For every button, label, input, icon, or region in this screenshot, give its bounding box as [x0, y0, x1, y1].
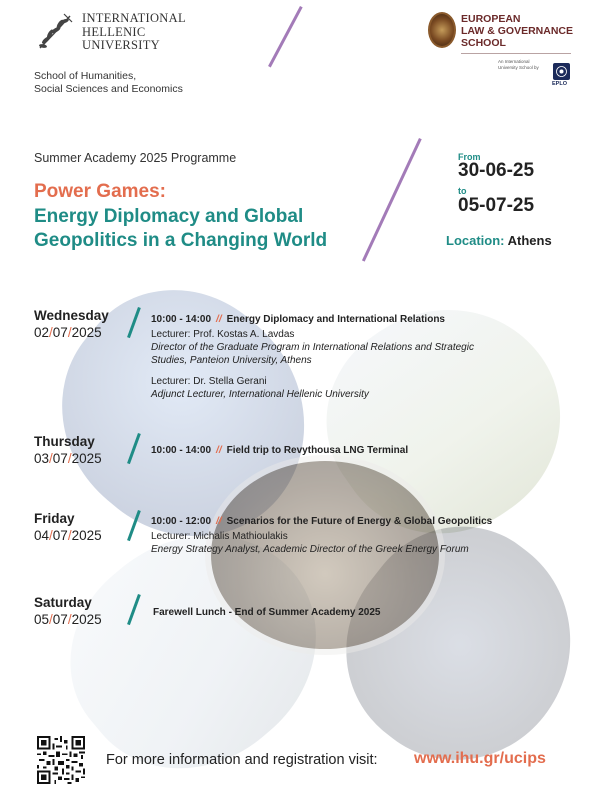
- partner-school-name: [461, 13, 573, 49]
- to-date: 05-07-25: [458, 195, 535, 216]
- lecturer-role: Adjunct Lecturer, International Hellenic University: [151, 389, 369, 400]
- lecturer-role: Director of the Graduate Program in International Relations and Strategic Studies, Panteion University, Athens: [151, 342, 474, 366]
- session-separator: //: [216, 516, 222, 527]
- date-separator: /: [49, 325, 53, 340]
- from-label: From: [458, 152, 481, 162]
- university-name-line: HELLENIC: [82, 24, 146, 39]
- session-saturday: [153, 606, 573, 619]
- session-topic: Energy Diplomacy and International Relations: [226, 314, 445, 325]
- title-line-2: Energy Diplomacy and Global Geopolitics in a Changing World: [34, 206, 328, 251]
- lecturer-name: Lecturer: Michalis Mathioulakis: [151, 531, 288, 542]
- session-header: [151, 515, 571, 528]
- from-date: 30-06-25: [458, 160, 535, 181]
- session-header: [151, 313, 571, 326]
- date-day: 04: [34, 528, 50, 543]
- lecturer-role: Energy Strategy Analyst, Academic Director of the Greek Energy Forum: [151, 544, 469, 555]
- session-time: 10:00 - 14:00: [151, 314, 212, 325]
- lecturer-name: Lecturer: Dr. Stella Gerani: [151, 376, 267, 387]
- location-value: Athens: [507, 233, 552, 248]
- date-separator: /: [49, 528, 53, 543]
- day-name: Friday: [34, 511, 75, 526]
- location: [446, 233, 552, 248]
- date-year: 2025: [71, 528, 102, 543]
- session-friday: [151, 515, 571, 556]
- ihu-olive-branch-icon: [34, 10, 78, 54]
- partner-rule: [461, 53, 571, 54]
- session-thursday: [151, 444, 571, 457]
- day-label-friday: [34, 510, 102, 544]
- school-name-line: Social Sciences and Economics: [34, 83, 183, 95]
- to-label: to: [458, 186, 467, 196]
- day-name: Saturday: [34, 595, 92, 610]
- date-month: 07: [52, 612, 68, 627]
- lecturer-name: Lecturer: Prof. Kostas A. Lavdas: [151, 329, 295, 340]
- school-name-line: School of Humanities,: [34, 70, 137, 82]
- session-separator: //: [216, 314, 222, 325]
- date-separator: /: [67, 612, 72, 627]
- session-header: [151, 444, 571, 457]
- session-topic: Scenarios for the Future of Energy & Global Geopolitics: [226, 516, 493, 527]
- date-separator: /: [49, 451, 53, 466]
- session-separator: //: [216, 445, 222, 456]
- day-label-saturday: [34, 594, 102, 628]
- session-topic: Farewell Lunch - End of Summer Academy 2025: [153, 607, 381, 618]
- qr-code-icon[interactable]: [37, 736, 85, 784]
- session-time: 10:00 - 12:00: [151, 516, 212, 527]
- date-month: 07: [52, 528, 68, 543]
- day-name: Wednesday: [34, 308, 109, 323]
- day-date: [34, 527, 102, 544]
- date-year: 2025: [71, 451, 102, 466]
- date-year: 2025: [71, 612, 102, 627]
- university-name-line: INTERNATIONAL: [82, 11, 186, 25]
- date-day: 03: [34, 451, 50, 466]
- footer-info-text: For more information and registration visit:: [106, 752, 378, 768]
- title-divider: [362, 138, 422, 262]
- registration-link[interactable]: www.ihu.gr/ucips: [414, 750, 546, 767]
- date-day: 02: [34, 325, 50, 340]
- programme-heading: Summer Academy 2025 Programme: [34, 151, 237, 165]
- date-year: 2025: [71, 325, 102, 340]
- date-day: 05: [34, 612, 50, 627]
- date-separator: /: [67, 325, 72, 340]
- elgs-seal-icon: [428, 12, 456, 48]
- date-separator: /: [67, 528, 72, 543]
- university-name-line: UNIVERSITY: [82, 38, 160, 52]
- school-name: [34, 70, 183, 96]
- header-divider: [268, 6, 303, 67]
- day-name: Thursday: [34, 434, 95, 449]
- partner-name-line: SCHOOL: [461, 37, 506, 49]
- date-month: 07: [52, 451, 68, 466]
- eplo-label: EPLO: [552, 81, 567, 87]
- day-date: [34, 611, 102, 628]
- day-date: [34, 450, 102, 467]
- session-wednesday: [151, 313, 571, 401]
- session-time: 10:00 - 14:00: [151, 445, 212, 456]
- day-label-wednesday: [34, 307, 109, 341]
- partner-subtitle: An International University School by: [498, 59, 539, 70]
- date-separator: /: [49, 612, 53, 627]
- location-label: Location:: [446, 233, 505, 248]
- title-line-1: Power Games:: [34, 181, 166, 202]
- day-label-thursday: [34, 433, 102, 467]
- eplo-logo-icon: [553, 63, 570, 80]
- day-date: [34, 324, 109, 341]
- date-separator: /: [67, 451, 72, 466]
- session-topic: Field trip to Revythousa LNG Terminal: [226, 445, 409, 456]
- university-name: [82, 12, 186, 53]
- partner-name-line: EUROPEAN: [461, 13, 521, 25]
- partner-name-line: LAW & GOVERNANCE: [461, 25, 574, 37]
- date-month: 07: [52, 325, 68, 340]
